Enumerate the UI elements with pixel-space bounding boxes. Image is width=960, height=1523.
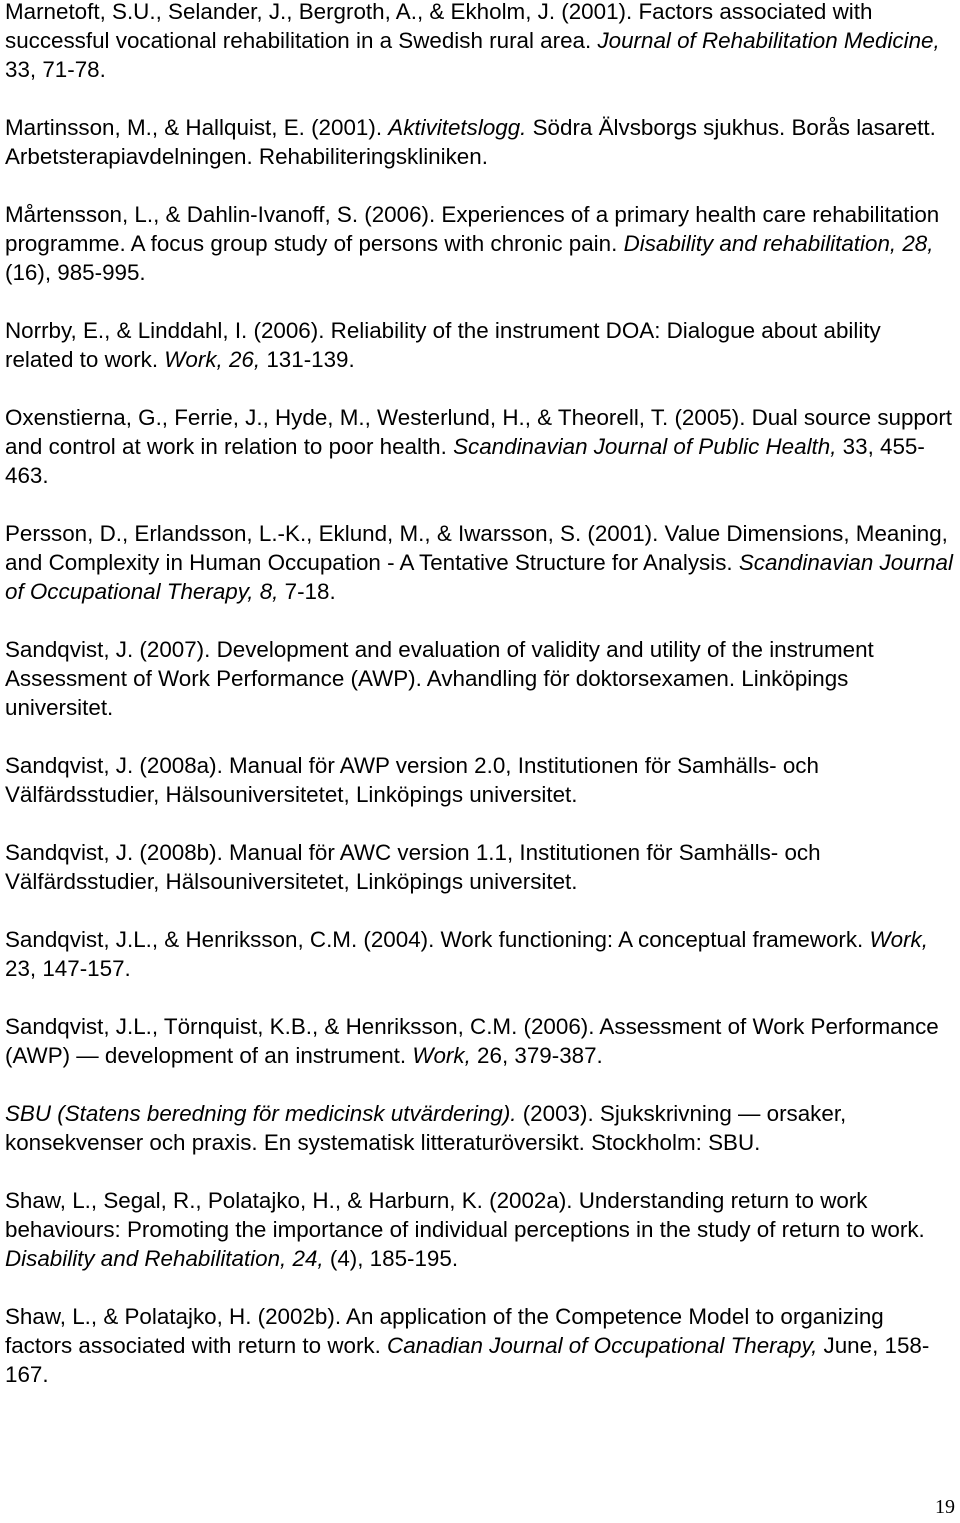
reference-entry — [5, 1186, 955, 1273]
reference-text: Södra Älvsborgs sjukhus. Borås lasarett. Arbetsterapiavdelningen. Rehabiliteringskliniken. — [5, 115, 936, 169]
reference-text: Shaw, L., Segal, R., Polatajko, H., & Harburn, K. (2002a). Understanding return to work behaviours: Promoting the importance of individual perceptions in the study of return to work. — [5, 1188, 925, 1242]
reference-text: Persson, D., Erlandsson, L.-K., Eklund, M., & Iwarsson, S. (2001). Value Dimensions, Meaning, and Complexity in Human Occupation - A Tentative Structure for Analysis. — [5, 521, 948, 575]
reference-text: (16), 985-995. — [5, 260, 146, 285]
reference-source-italic: Work, — [869, 927, 928, 952]
reference-entry — [5, 1302, 955, 1389]
reference-list — [5, 0, 955, 1418]
reference-text: 33, 455-463. — [5, 434, 925, 488]
reference-text: Sandqvist, J. (2007). Development and evaluation of validity and utility of the instrument Assessment of Work Performance (AWP). Avhandling för doktorsexamen. Linköpings universitet. — [5, 637, 874, 720]
reference-text: June, 158-167. — [5, 1333, 930, 1387]
reference-entry — [5, 1012, 955, 1070]
reference-entry — [5, 1099, 955, 1157]
reference-text: Martinsson, M., & Hallquist, E. (2001). — [5, 115, 389, 140]
reference-entry — [5, 925, 955, 983]
reference-entry — [5, 316, 955, 374]
reference-entry — [5, 113, 955, 171]
reference-entry — [5, 403, 955, 490]
reference-text: 7-18. — [278, 579, 336, 604]
reference-text: Sandqvist, J. (2008b). Manual för AWC version 1.1, Institutionen för Samhälls- och Välfärdsstudier, Hälsouniversitetet, Linköpings universitet. — [5, 840, 821, 894]
reference-source-italic: Scandinavian Journal of Public Health, — [453, 434, 837, 459]
reference-text: 23, 147-157. — [5, 956, 131, 981]
reference-text: Sandqvist, J.L., & Henriksson, C.M. (2004). Work functioning: A conceptual framework. — [5, 927, 870, 952]
reference-entry — [5, 838, 955, 896]
reference-text: (2003). Sjukskrivning — orsaker, konsekvenser och praxis. En systematisk litteraturöversikt. Stockholm: SBU. — [5, 1101, 847, 1155]
reference-entry — [5, 200, 955, 287]
reference-text: 131-139. — [260, 347, 355, 372]
reference-text: 33, 71-78. — [5, 57, 106, 82]
reference-text: Shaw, L., & Polatajko, H. (2002b). An application of the Competence Model to organizing factors associated with return to work. — [5, 1304, 884, 1358]
reference-entry — [5, 635, 955, 722]
reference-text: Norrby, E., & Linddahl, I. (2006). Reliability of the instrument DOA: Dialogue about ability related to work. — [5, 318, 881, 372]
reference-entry — [5, 0, 955, 84]
page-number: 19 — [935, 1496, 955, 1518]
reference-text: Mårtensson, L., & Dahlin-Ivanoff, S. (2006). Experiences of a primary health care rehabilitation programme. A focus group study of persons with chronic pain. — [5, 202, 940, 256]
reference-text: Marnetoft, S.U., Selander, J., Bergroth, A., & Ekholm, J. (2001). Factors associated with successful vocational rehabilitation in a Swedish rural area. — [5, 0, 873, 53]
reference-source-italic: Work, 26, — [164, 347, 261, 372]
reference-source-italic: Aktivitetslogg. — [388, 115, 527, 140]
reference-text: (4), 185-195. — [323, 1246, 459, 1271]
reference-text: 26, 379-387. — [470, 1043, 603, 1068]
reference-text: Sandqvist, J. (2008a). Manual för AWP version 2.0, Institutionen för Samhälls- och Välfärdsstudier, Hälsouniversitetet, Linköpings universitet. — [5, 753, 819, 807]
reference-text: Oxenstierna, G., Ferrie, J., Hyde, M., Westerlund, H., & Theorell, T. (2005). Dual source support and control at work in relation to poor health. — [5, 405, 953, 459]
reference-source-italic: Canadian Journal of Occupational Therapy, — [387, 1333, 818, 1358]
reference-entry — [5, 751, 955, 809]
reference-source-italic: Disability and rehabilitation, 28, — [623, 231, 934, 256]
reference-source-italic: Work, — [412, 1043, 471, 1068]
reference-source-italic: SBU (Statens beredning för medicinsk utvärdering). — [5, 1101, 517, 1126]
reference-source-italic: Scandinavian Journal of Occupational Therapy, 8, — [5, 550, 953, 604]
reference-text: Sandqvist, J.L., Törnquist, K.B., & Henriksson, C.M. (2006). Assessment of Work Performance (AWP) — development of an instrument. — [5, 1014, 939, 1068]
reference-source-italic: Journal of Rehabilitation Medicine, — [597, 28, 940, 53]
reference-source-italic: Disability and Rehabilitation, 24, — [5, 1246, 324, 1271]
reference-entry — [5, 519, 955, 606]
